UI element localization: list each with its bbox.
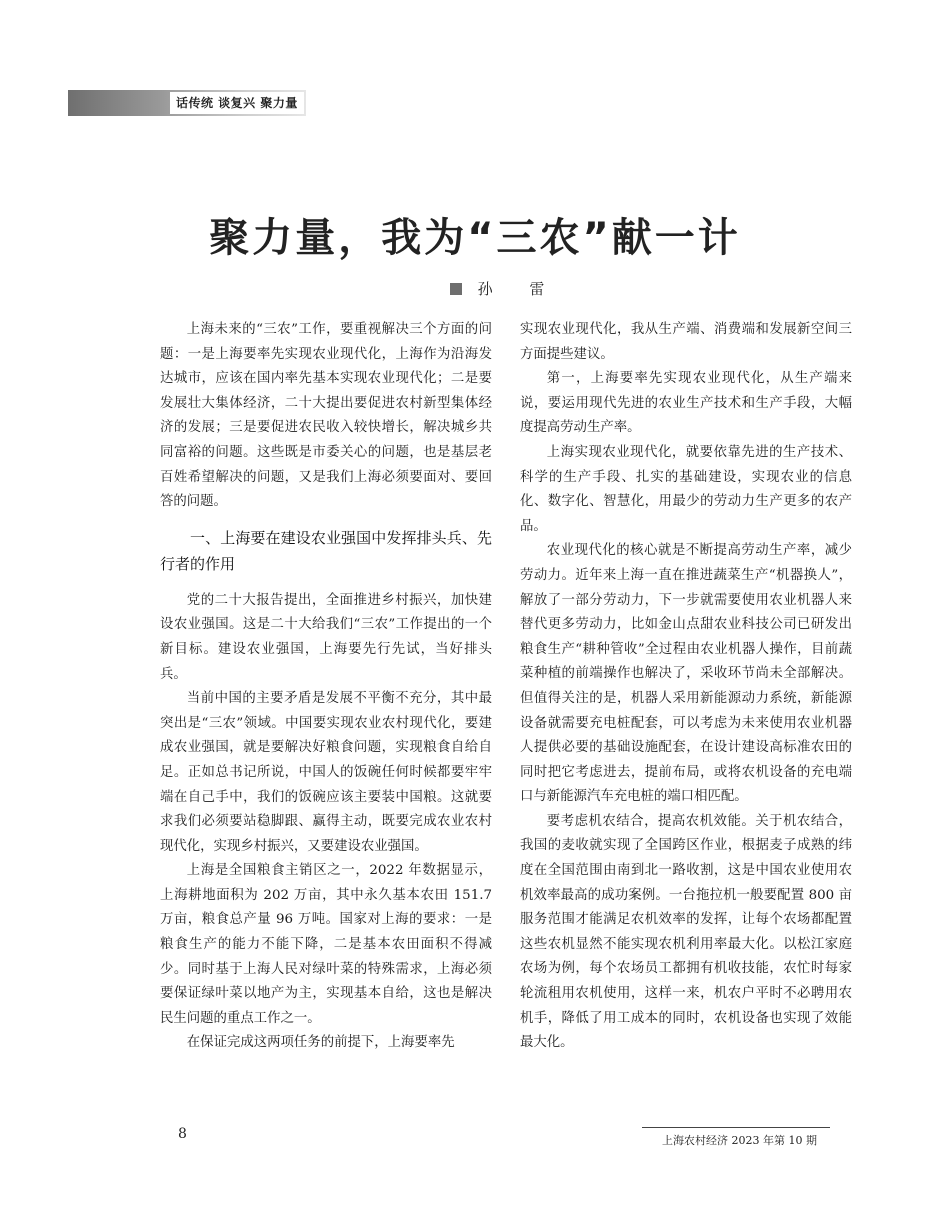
page-number: 8 [178,1126,187,1142]
section-label: 话传统 谈复兴 聚力量 [170,92,304,114]
paragraph: 上海实现农业现代化，就要依靠先进的生产技术、科学的生产手段、扎实的基础建设，实现农业的信息化、数字化、智慧化，用最少的劳动力生产更多的农产品。 [520,444,852,534]
journal-issue: 上海农村经济 2023 年第 10 期 [662,1134,817,1147]
author-line [0,278,950,299]
footer-divider [642,1127,830,1128]
paragraph: 上海未来的“三农”工作，要重视解决三个方面的问题：一是上海要率先实现农业现代化，上海作为沿海发达城市，应该在国内率先基本实现农业现代化；二是要发展壮大集体经济，二十大提出要促进农村新型集体经济的发展；三是要促进农民收入较快增长，解决城乡共同富裕的问题。这些既是市委关心的问题，也是基层老百姓希望解决的问题，又是我们上海必须要面对、要回答的问题。 [160,322,492,510]
square-bullet-icon [450,283,462,295]
paragraph: 要考虑机农结合，提高农机效能。关于机农结合，我国的麦收就实现了全国跨区作业，根据麦子成熟的纬度在全国范围由南到北一路收割，这是中国农业使用农机效率最高的成功案例。一台拖拉机一般要配置 800 亩服务范围才能满足农机效率的发挥，让每个农场都配置这些农机显然不能实现农机利用率最大化。以松江家庭农场为例，每个农场员工都拥有机收技能，农忙时每家轮流租用农机使用，这样一来，机农户平时不必聘用农机手，降低了用工成本的同时，农机设备也实现了效能最大化。 [520,813,852,1051]
paragraph: 农业现代化的核心就是不断提高劳动生产率，减少劳动力。近年来上海一直在推进蔬菜生产“机器换人”，解放了一部分劳动力，下一步就需要使用农业机器人来替代更多劳动力，比如金山点甜农业科技公司已研发出粮食生产“耕种管收”全过程由农业机器人操作，目前蔬菜种植的前端操作也解决了，采收环节尚未全部解决。但值得关注的是，机器人采用新能源动力系统，新能源设备就需要充电桩配套，可以考虑为未来使用农业机器人提供必要的基础设施配套，在设计建设高标准农田的同时把它考虑进去，提前布局，或将农机设备的充电端口与新能源汽车充电桩的端口相匹配。 [520,543,852,805]
left-column [160,318,492,1056]
article-title: 聚力量，我为“三农”献一计 [209,215,741,261]
paragraph: 上海是全国粮食主销区之一，2022 年数据显示，上海耕地面积为 202 万亩，其中永久基本农田 151.7 万亩，粮食总产量 96 万吨。国家对上海的要求：一是粮食生产的能力不能下降，二是基本农田面积不得减少。同时基于上海人民对绿叶菜的特殊需求，上海必须要保证绿叶菜以地产为主，实现基本自给，这也是解决民生问题的重点工作之一。 [160,863,492,1026]
section-heading: 一、上海要在建设农业强国中发挥排头兵、先行者的作用 [160,528,492,573]
paragraph: 第一，上海要率先实现农业现代化，从生产端来说，要运用现代先进的农业生产技术和生产手段，大幅度提高劳动生产率。 [520,371,852,436]
paragraph: 当前中国的主要矛盾是发展不平衡不充分，其中最突出是“三农”领域。中国要实现农业农村现代化，要建成农业强国，就是要解决好粮食问题，实现粮食自给自足。正如总书记所说，中国人的饭碗任何时候都要牢牢端在自己手中，我们的饭碗应该主要装中国粮。这就要求我们必须要站稳脚跟、赢得主动，既要完成农业农村现代化，实现乡村振兴，又要建设农业强国。 [160,691,492,854]
author-name: 孙 雷 [477,280,561,298]
right-column [520,318,852,1056]
paragraph: 党的二十大报告提出，全面推进乡村振兴，加快建设农业强国。这是二十大给我们“三农”工作提出的一个新目标。建设农业强国，上海要先行先试，当好排头兵。 [160,592,492,682]
paragraph-continuation: 实现农业现代化，我从生产端、消费端和发展新空间三方面提些建议。 [520,322,852,362]
paragraph: 在保证完成这两项任务的前提下，上海要率先 [186,1035,455,1051]
